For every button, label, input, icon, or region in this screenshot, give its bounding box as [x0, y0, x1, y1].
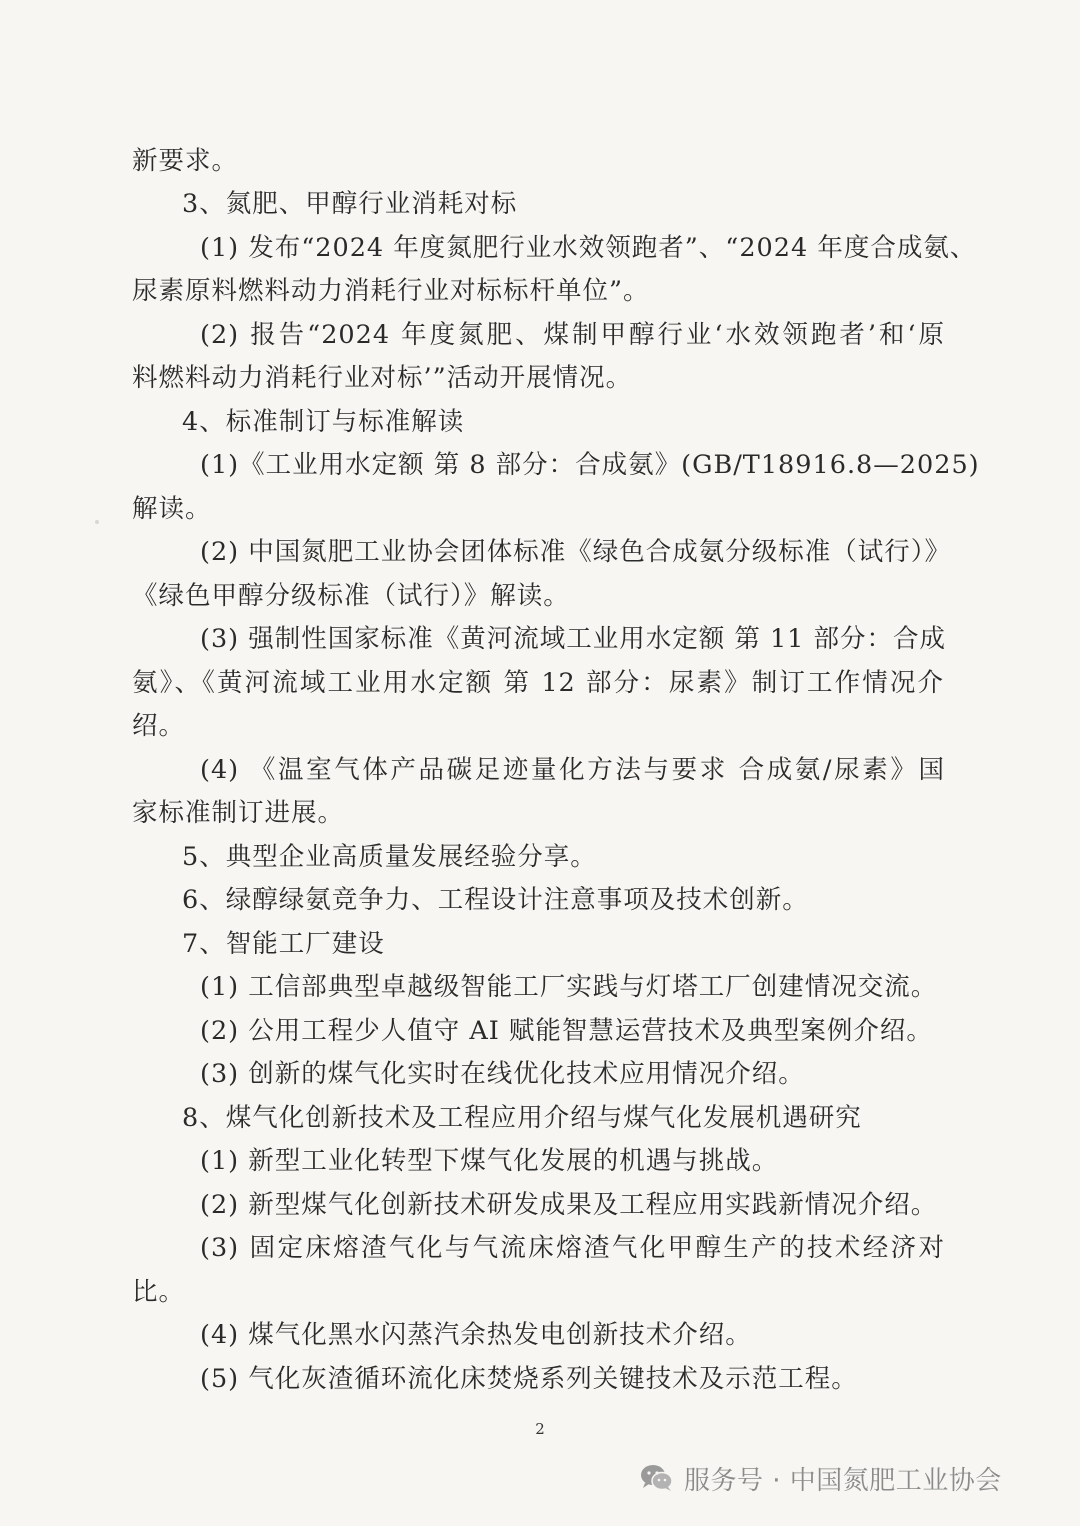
section-heading: 3、氮肥、甲醇行业消耗对标 — [182, 189, 518, 219]
text-line: (3) 创新的煤气化实时在线优化技术应用情况介绍。 — [200, 1059, 805, 1089]
text-line: (1) 发布“2024 年度氮肥行业水效领跑者”、“2024 年度合成氨、 — [200, 233, 977, 263]
section-heading: 5、典型企业高质量发展经验分享。 — [182, 842, 597, 872]
wechat-icon — [640, 1463, 674, 1493]
text-line: (5) 气化灰渣循环流化床焚烧系列关键技术及示范工程。 — [200, 1364, 858, 1394]
text-line: (4) 《温室气体产品碳足迹量化方法与要求 合成氨/尿素》国 — [200, 755, 945, 785]
text-line: 氨》、《黄河流域工业用水定额 第 12 部分：尿素》制订工作情况介 — [132, 668, 944, 698]
section-heading: 7、智能工厂建设 — [182, 929, 385, 959]
scan-mark — [95, 520, 99, 524]
text-line: 新要求。 — [132, 146, 239, 176]
text-line: 解读。 — [132, 494, 212, 524]
text-line: (1) 工信部典型卓越级智能工厂实践与灯塔工厂创建情况交流。 — [200, 972, 938, 1002]
section-heading: 6、绿醇绿氨竞争力、工程设计注意事项及技术创新。 — [182, 885, 809, 915]
text-line: (1)《工业用水定额 第 8 部分：合成氨》(GB/T18916.8—2025) — [200, 450, 980, 480]
text-line: 比。 — [132, 1277, 186, 1307]
text-line: (2) 中国氮肥工业协会团体标准《绿色合成氨分级标准（试行）》 — [200, 537, 951, 567]
section-heading: 8、煤气化创新技术及工程应用介绍与煤气化发展机遇研究 — [182, 1103, 862, 1133]
text-line: (2) 报告“2024 年度氮肥、煤制甲醇行业‘水效领跑者’和‘原 — [200, 320, 945, 350]
page-number: 2 — [535, 1420, 545, 1438]
text-line: 绍。 — [132, 711, 186, 741]
text-line: (3) 强制性国家标准《黄河流域工业用水定额 第 11 部分：合成 — [200, 624, 946, 654]
text-line: 料燃料动力消耗行业对标’”活动开展情况。 — [132, 363, 633, 393]
text-line: 尿素原料燃料动力消耗行业对标标杆单位”。 — [132, 276, 650, 306]
watermark-footer — [640, 1458, 1002, 1498]
text-line: (4) 煤气化黑水闪蒸汽余热发电创新技术介绍。 — [200, 1320, 752, 1350]
text-line: 家标准制订进展。 — [132, 798, 345, 828]
section-heading: 4、标准制订与标准解读 — [182, 407, 465, 437]
text-line: (2) 新型煤气化创新技术研发成果及工程应用实践新情况介绍。 — [200, 1190, 938, 1220]
text-line: 《绿色甲醇分级标准（试行）》解读。 — [132, 581, 570, 611]
text-line: (3) 固定床熔渣气化与气流床熔渣气化甲醇生产的技术经济对 — [200, 1233, 945, 1263]
watermark-text: 服务号 · 中国氮肥工业协会 — [684, 1465, 1002, 1496]
text-line: (2) 公用工程少人值守 AI 赋能智慧运营技术及典型案例介绍。 — [200, 1016, 933, 1046]
text-line: (1) 新型工业化转型下煤气化发展的机遇与挑战。 — [200, 1146, 779, 1176]
